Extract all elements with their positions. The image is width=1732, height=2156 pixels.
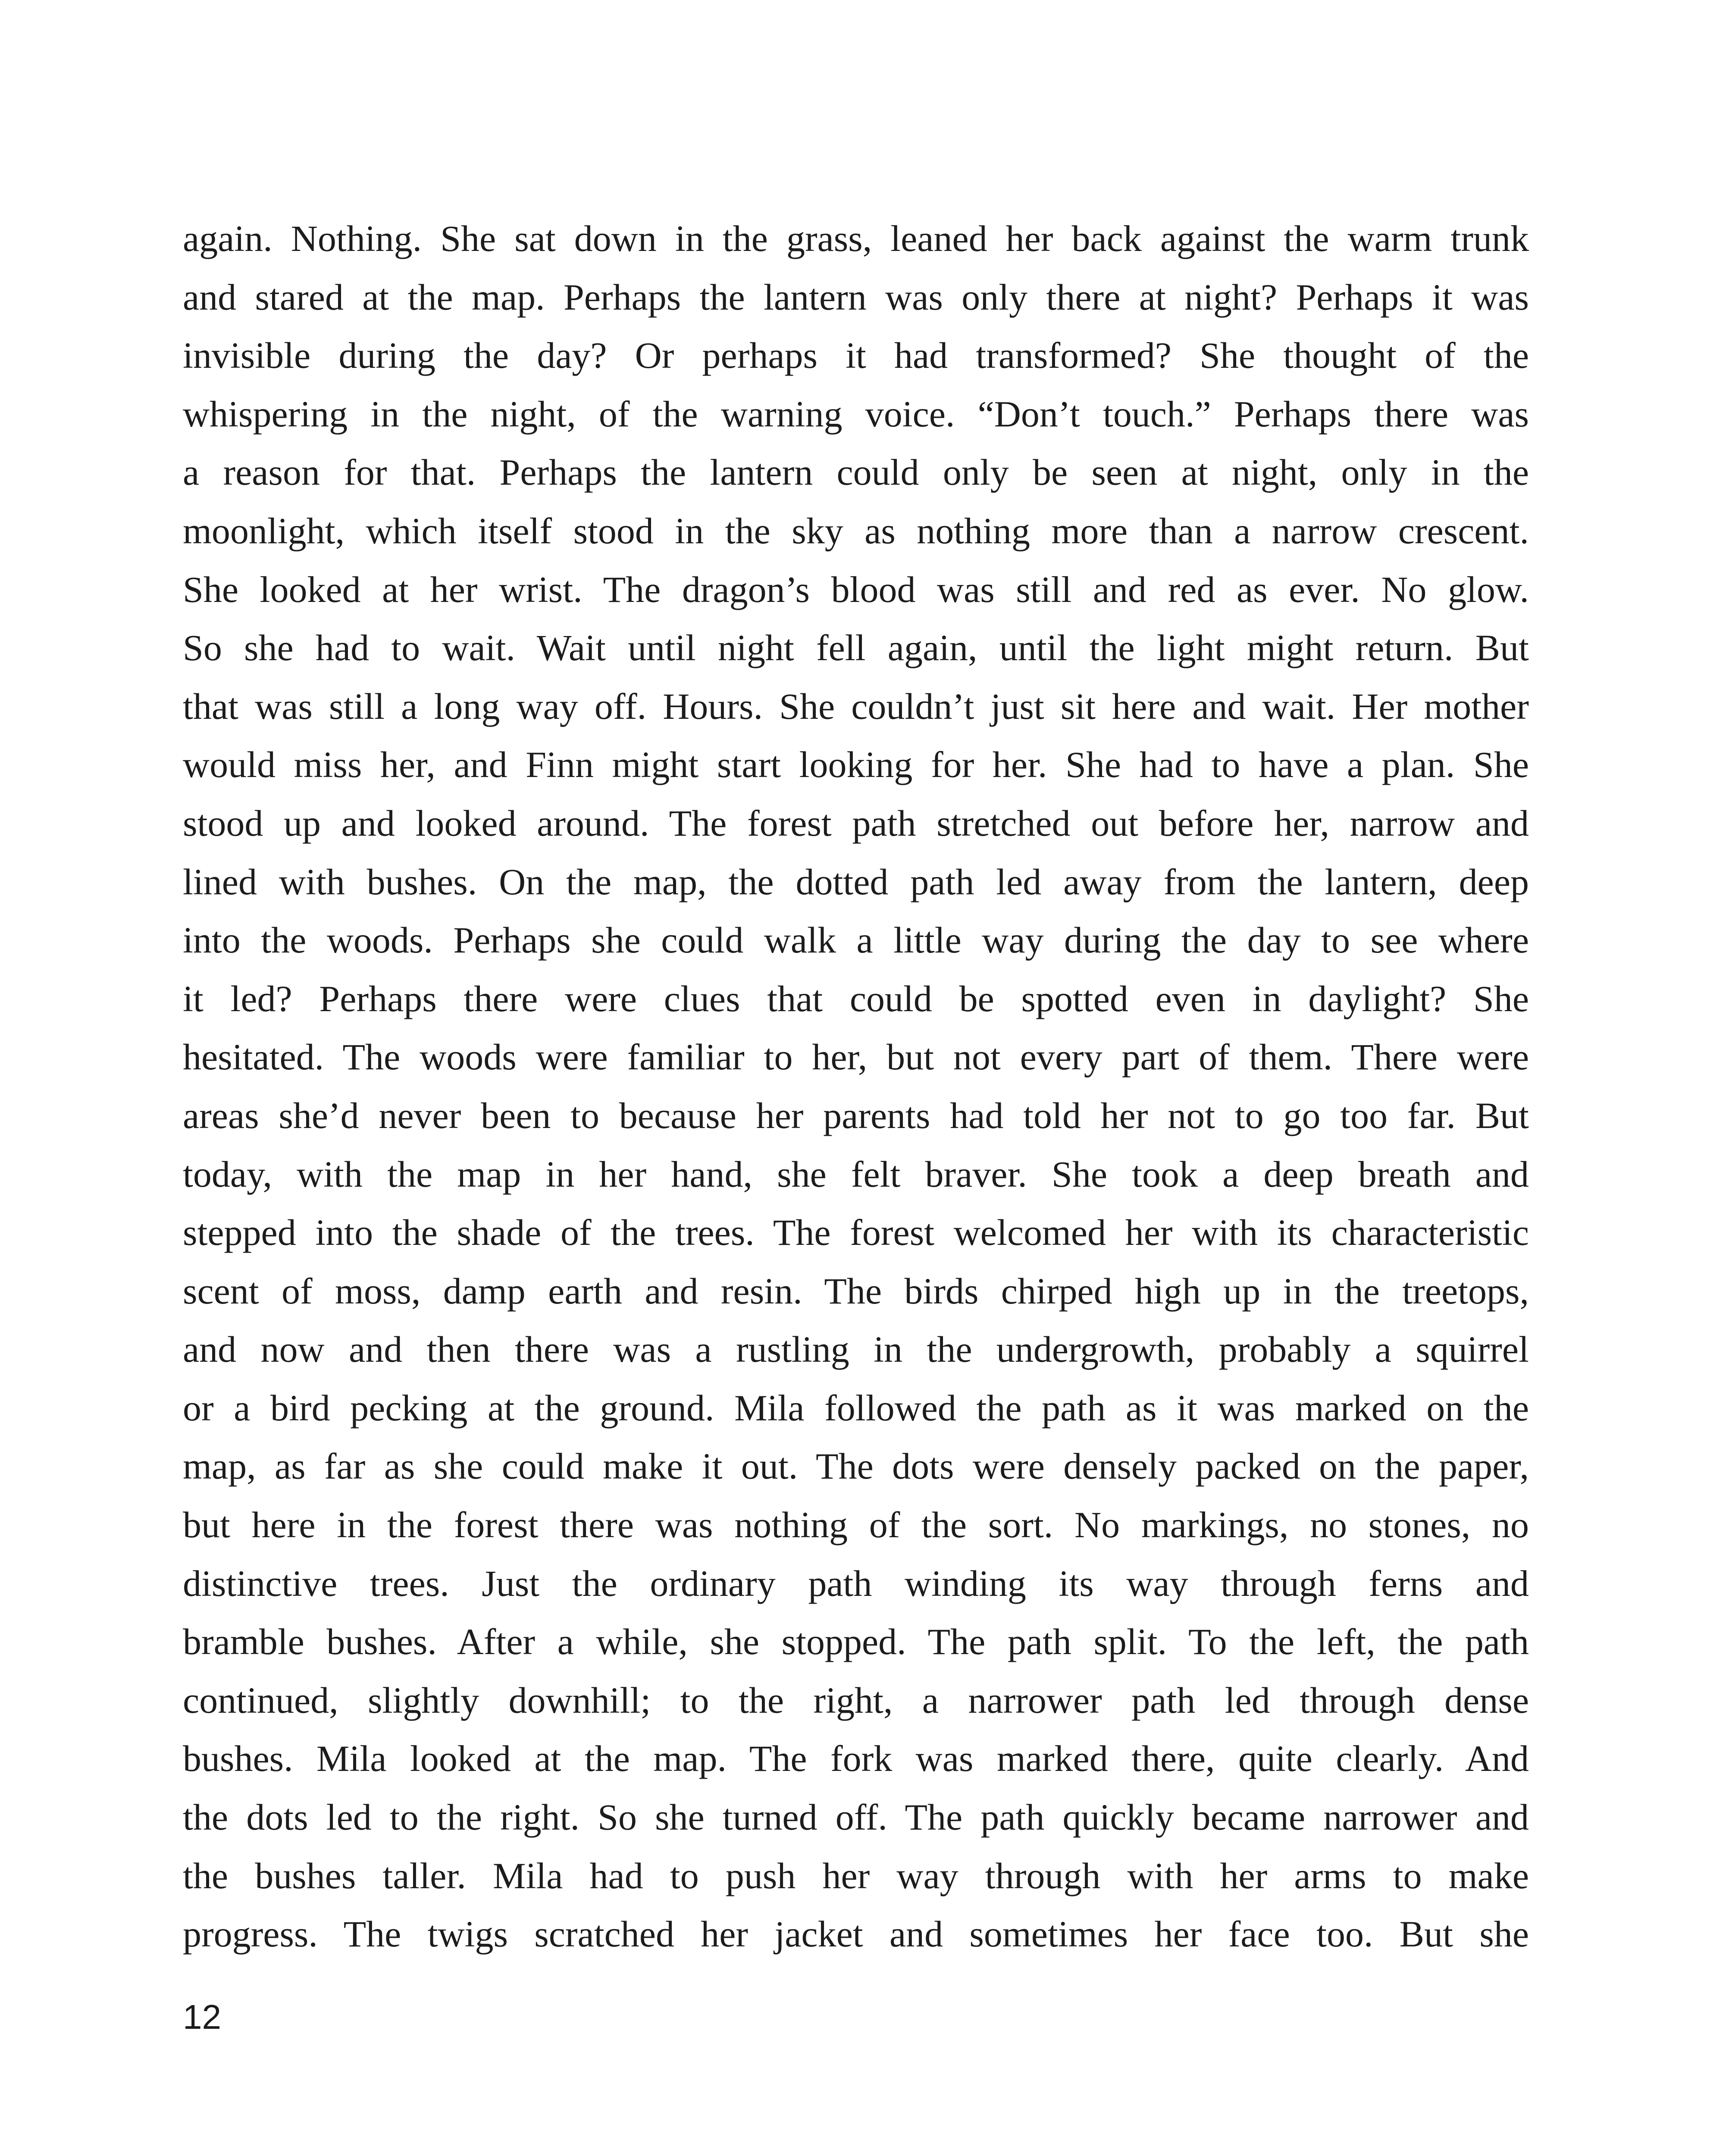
text-line-17: today, with the map in her hand, she felt braver. She took a deep breath and	[183, 1153, 1529, 1195]
text-line-19: scent of moss, damp earth and resin. The birds chirped high up in the treetops,	[183, 1270, 1529, 1312]
text-line-7: She looked at her wrist. The dragon’s blood was still and red as ever. No glow.	[183, 568, 1529, 610]
text-line-24: distinctive trees. Just the ordinary path winding its way through ferns and	[183, 1562, 1529, 1604]
text-line-14: it led? Perhaps there were clues that could be spotted even in daylight? She	[183, 978, 1529, 1019]
text-line-9: that was still a long way off. Hours. She couldn’t just sit here and wait. Her mother	[183, 685, 1529, 727]
text-line-23: but here in the forest there was nothing of the sort. No markings, no stones, no	[183, 1504, 1529, 1546]
text-line-13: into the woods. Perhaps she could walk a little way during the day to see where	[183, 919, 1529, 961]
text-line-2: and stared at the map. Perhaps the lantern was only there at night? Perhaps it was	[183, 276, 1529, 318]
text-line-8: So she had to wait. Wait until night fell again, until the light might return. But	[183, 627, 1529, 669]
text-line-29: the bushes taller. Mila had to push her way through with her arms to make	[183, 1855, 1529, 1896]
text-line-15: hesitated. The woods were familiar to her, but not every part of them. There were	[183, 1036, 1529, 1078]
text-line-10: would miss her, and Finn might start looking for her. She had to have a plan. She	[183, 744, 1529, 786]
text-line-30: progress. The twigs scratched her jacket and sometimes her face too. But she	[183, 1913, 1529, 1955]
text-line-28: the dots led to the right. So she turned off. The path quickly became narrower and	[183, 1796, 1529, 1838]
text-line-16: areas she’d never been to because her parents had told her not to go too far. But	[183, 1094, 1529, 1136]
text-line-21: or a bird pecking at the ground. Mila followed the path as it was marked on the	[183, 1387, 1529, 1429]
text-line-26: continued, slightly downhill; to the right, a narrower path led through dense	[183, 1679, 1529, 1721]
body-text	[183, 210, 1529, 1964]
text-line-12: lined with bushes. On the map, the dotted path led away from the lantern, deep	[183, 861, 1529, 903]
text-line-5: a reason for that. Perhaps the lantern could only be seen at night, only in the	[183, 451, 1529, 493]
text-line-11: stood up and looked around. The forest path stretched out before her, narrow and	[183, 802, 1529, 844]
text-line-3: invisible during the day? Or perhaps it had transformed? She thought of the	[183, 335, 1529, 376]
text-line-25: bramble bushes. After a while, she stopped. The path split. To the left, the path	[183, 1621, 1529, 1663]
text-line-22: map, as far as she could make it out. The dots were densely packed on the paper,	[183, 1445, 1529, 1487]
page-number: 12	[183, 1998, 221, 2036]
text-line-6: moonlight, which itself stood in the sky as nothing more than a narrow crescent.	[183, 510, 1529, 552]
text-line-20: and now and then there was a rustling in the undergrowth, probably a squirrel	[183, 1329, 1529, 1370]
text-line-18: stepped into the shade of the trees. The forest welcomed her with its characteristic	[183, 1212, 1529, 1253]
text-line-1: again. Nothing. She sat down in the grass, leaned her back against the warm trunk	[183, 218, 1529, 259]
text-line-27: bushes. Mila looked at the map. The fork was marked there, quite clearly. And	[183, 1738, 1529, 1780]
text-line-4: whispering in the night, of the warning voice. “Don’t touch.” Perhaps there was	[183, 393, 1529, 435]
